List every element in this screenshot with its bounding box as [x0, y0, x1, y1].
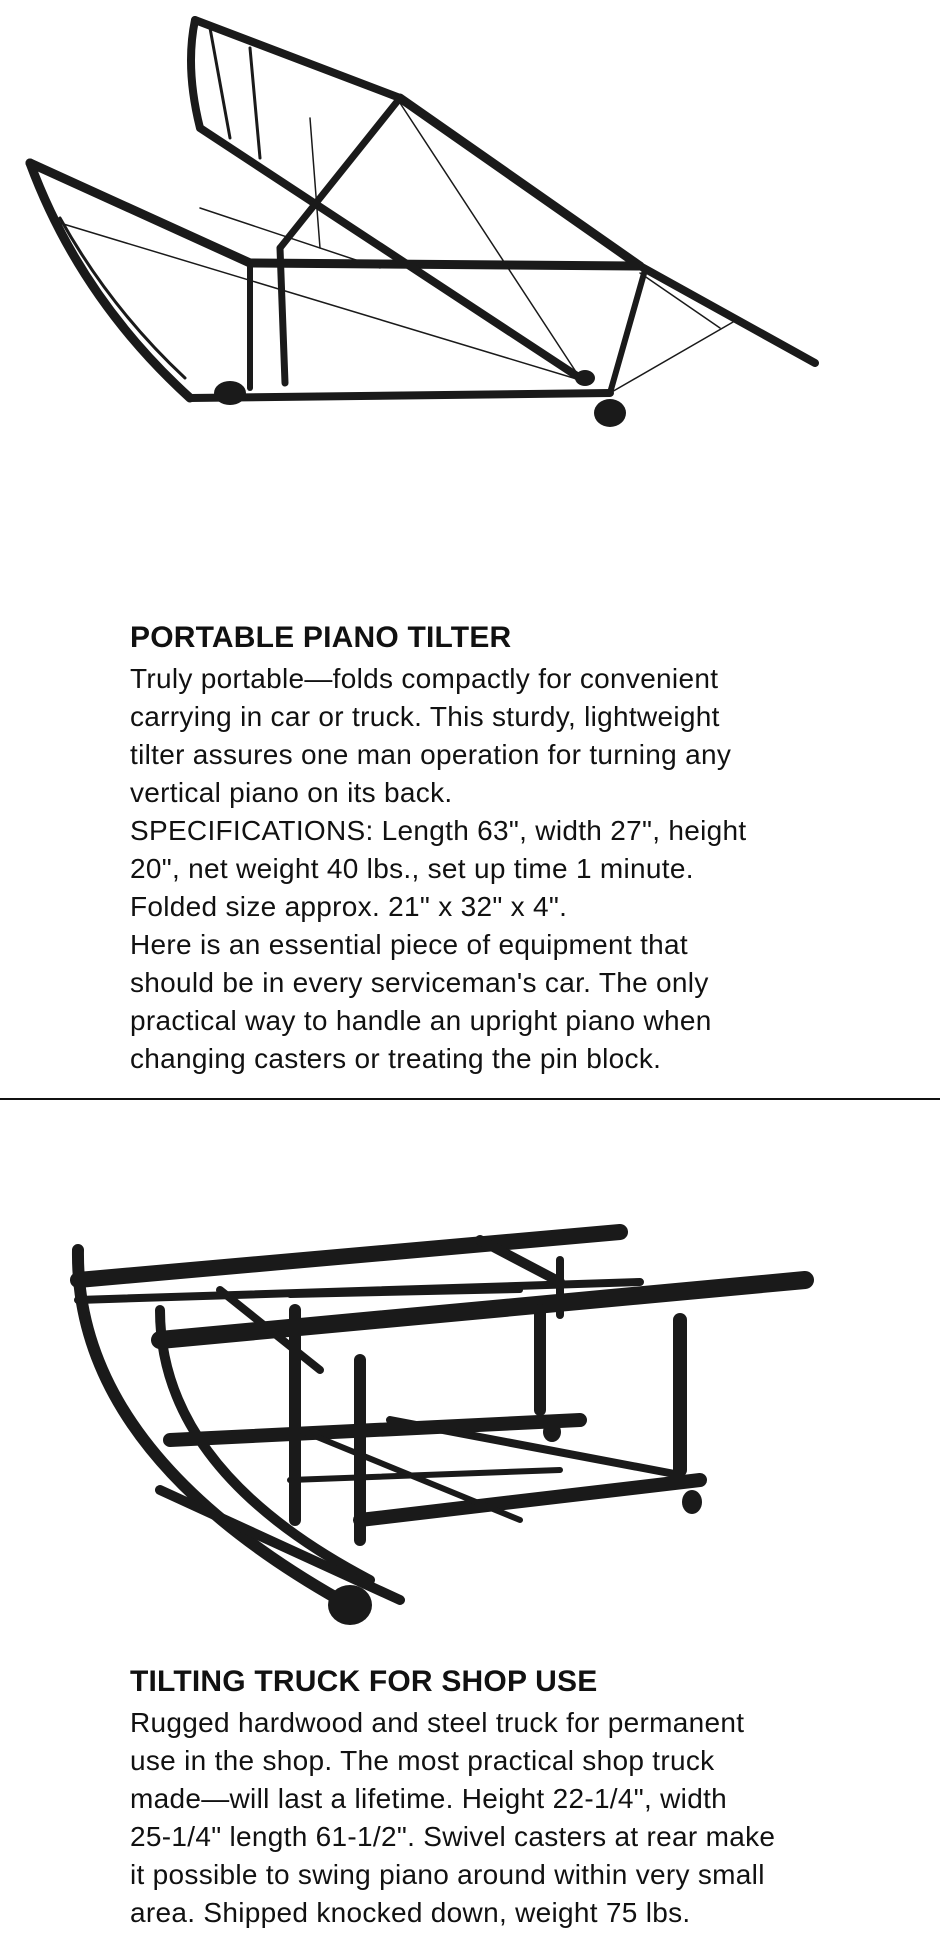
- piano-tilter-description: [130, 660, 920, 1078]
- text-line: Folded size approx. 21" x 32" x 4".: [130, 891, 568, 922]
- text-line: vertical piano on its back.: [130, 777, 453, 808]
- text-line: 20", net weight 40 lbs., set up time 1 minute.: [130, 853, 694, 884]
- text-line: Rugged hardwood and steel truck for permanent: [130, 1707, 745, 1738]
- text-line: area. Shipped knocked down, weight 75 lbs.: [130, 1897, 691, 1928]
- tilting-truck-description: [130, 1704, 920, 1932]
- tilting-truck-title: TILTING TRUCK FOR SHOP USE: [130, 1665, 598, 1698]
- tilting-truck-section: [130, 1664, 920, 1932]
- text-line: 25-1/4" length 61-1/2". Swivel casters at rear make: [130, 1821, 776, 1852]
- section-divider: [0, 1098, 940, 1100]
- text-line: changing casters or treating the pin block.: [130, 1043, 662, 1074]
- text-line: carrying in car or truck. This sturdy, lightweight: [130, 701, 720, 732]
- piano-tilter-section: [130, 620, 920, 1078]
- text-line: it possible to swing piano around within very small: [130, 1859, 765, 1890]
- text-line: should be in every serviceman's car. The only: [130, 967, 709, 998]
- text-line: Truly portable—folds compactly for convenient: [130, 663, 719, 694]
- piano-tilter-illustration: [20, 8, 820, 438]
- text-line: use in the shop. The most practical shop truck: [130, 1745, 715, 1776]
- text-line: made—will last a lifetime. Height 22-1/4", width: [130, 1783, 728, 1814]
- piano-tilter-title: PORTABLE PIANO TILTER: [130, 621, 512, 654]
- tilting-truck-illustration: [60, 1220, 820, 1640]
- text-line: practical way to handle an upright piano when: [130, 1005, 712, 1036]
- text-line: tilter assures one man operation for turning any: [130, 739, 732, 770]
- text-line: Here is an essential piece of equipment that: [130, 929, 688, 960]
- text-line: SPECIFICATIONS: Length 63", width 27", height: [130, 815, 747, 846]
